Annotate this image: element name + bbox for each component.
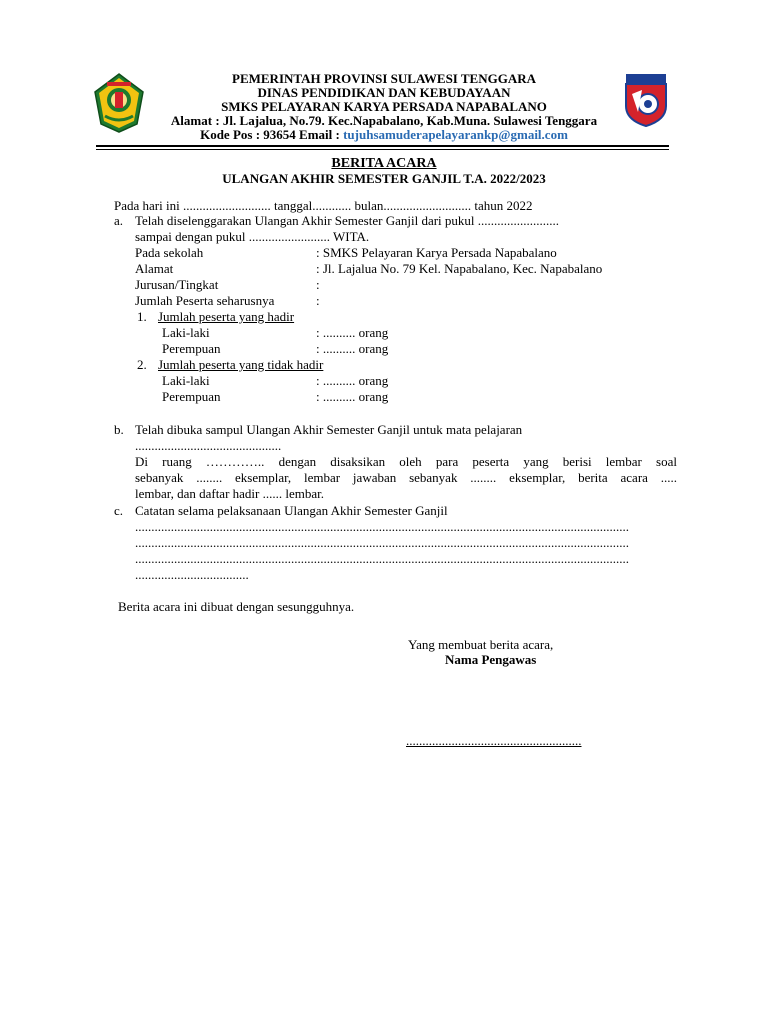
expected-value: : [316,293,320,308]
notes-line-2: ........................................................................................................................................................ [135,535,629,550]
present-number: 1. [137,309,147,324]
present-female-label: Perempuan [162,341,221,356]
present-female-value: : .......... orang [316,341,389,356]
provincial-logo [93,72,145,134]
absent-female-label: Perempuan [162,389,221,404]
section-b-line3: Di ruang ………….. dengan disaksikan oleh para peserta yang berisi lembar soal [135,454,677,469]
header-address: Alamat : Jl. Lajalua, No.79. Kec.Napabalano, Kab.Muna. Sulawesi Tenggara [170,113,598,128]
section-c-marker: c. [114,503,124,518]
notes-line-4: ................................... [135,567,249,582]
section-a-line2: sampai dengan pukul ......................... WITA. [135,229,370,244]
school-label: Pada sekolah [135,245,204,260]
intro-line: Pada hari ini ........................... tanggal............ bulan........................... tahun 2022 [114,198,533,213]
address-label: Alamat [135,261,174,276]
school-logo [622,72,670,128]
school-value: : SMKS Pelayaran Karya Persada Napabalano [316,245,557,260]
section-b-line1: Telah dibuka sampul Ulangan Akhir Semester Ganjil untuk mata pelajaran [135,422,523,437]
section-b-line4: sebanyak ........ eksemplar, lembar jawaban sebanyak ........ eksemplar, berita acara ..... [135,470,677,485]
section-a-line1: Telah diselenggarakan Ulangan Akhir Semester Ganjil dari pukul ......................... [135,213,560,228]
absent-male-value: : .......... orang [316,373,389,388]
notes-line-1: ........................................................................................................................................................ [135,519,629,534]
present-male-value: : .......... orang [316,325,389,340]
header-postal: Kode Pos : 93654 Email : [200,127,344,142]
present-heading: Jumlah peserta yang hadir [158,309,295,324]
header-rule-thick [96,145,669,147]
expected-label: Jumlah Peserta seharusnya [135,293,275,308]
closing-statement: Berita acara ini dibuat dengan sesungguhnya. [118,599,355,614]
absent-male-label: Laki-laki [162,373,210,388]
header-email-link[interactable]: tujuhsamuderapelayarankp@gmail.com [343,127,568,142]
header-government: PEMERINTAH PROVINSI SULAWESI TENGGARA [232,71,536,86]
present-male-label: Laki-laki [162,325,210,340]
section-b-line5: lembar, dan daftar hadir ...... lembar. [135,486,324,501]
major-value: : [316,277,320,292]
section-b-line2: ............................................. [135,438,282,453]
notes-line-3: ........................................................................................................................................................ [135,551,629,566]
signer-name: Nama Pengawas [445,652,537,667]
header-department: DINAS PENDIDIKAN DAN KEBUDAYAAN [257,85,511,100]
signature-line: ...................................................... [406,733,582,748]
section-b-marker: b. [114,422,124,437]
document-title: BERITA ACARA [331,156,437,171]
address-value: : Jl. Lajalua No. 79 Kel. Napabalano, Kec. Napabalano [316,261,603,276]
header-school: SMKS PELAYARAN KARYA PERSADA NAPABALANO [221,99,547,114]
section-a-marker: a. [114,213,124,228]
absent-heading: Jumlah peserta yang tidak hadir [158,357,324,372]
signer-label: Yang membuat berita acara, [408,637,554,652]
document-subtitle: ULANGAN AKHIR SEMESTER GANJIL T.A. 2022/2023 [222,171,546,186]
absent-female-value: : .......... orang [316,389,389,404]
major-label: Jurusan/Tingkat [135,277,219,292]
absent-number: 2. [137,357,147,372]
header-rule-thin [96,149,669,150]
header-contact [150,128,618,142]
section-c-line1: Catatan selama pelaksanaan Ulangan Akhir Semester Ganjil [135,503,448,518]
